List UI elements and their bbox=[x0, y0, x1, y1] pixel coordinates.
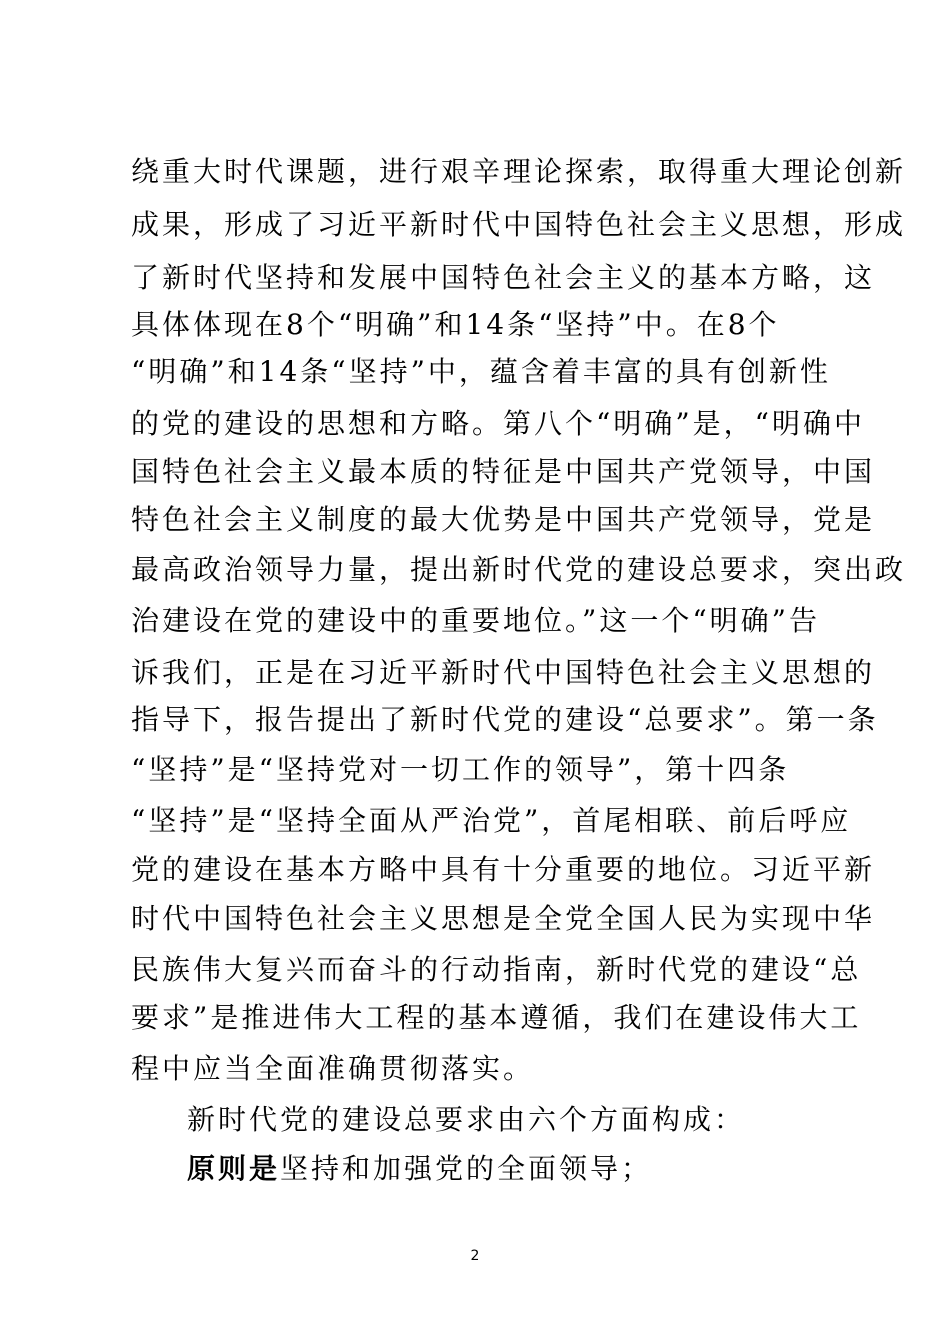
text-line: 时代中国特色社会主义思想是全党全国人民为实现中华 bbox=[131, 902, 876, 935]
text-line: “坚持”是“坚持全面从严治党”，首尾相联、前后呼应 bbox=[131, 804, 852, 837]
text-line: 程中应当全面准确贯彻落实。 bbox=[131, 1052, 535, 1085]
text-line: 特色社会主义制度的最大优势是中国共产党领导，党是 bbox=[131, 503, 876, 536]
text-line: 成果，形成了习近平新时代中国特色社会主义思想，形成 bbox=[131, 208, 907, 241]
text-line: 具体体现在8个“明确”和14条“坚持”中。在8个 bbox=[131, 308, 780, 341]
text-line: “坚持”是“坚持党对一切工作的领导”，第十四条 bbox=[131, 753, 790, 786]
text-line: 最高政治领导力量，提出新时代党的建设总要求，突出政 bbox=[131, 553, 907, 586]
text-line: 了新时代坚持和发展中国特色社会主义的基本方略，这 bbox=[131, 261, 876, 294]
paragraph-rest-text: 坚持和加强党的全面领导； bbox=[280, 1152, 653, 1185]
text-line: 诉我们，正是在习近平新时代中国特色社会主义思想的 bbox=[131, 656, 876, 689]
text-line: 绕重大时代课题，进行艰辛理论探索，取得重大理论创新 bbox=[131, 155, 907, 188]
text-line: 的党的建设的思想和方略。第八个“明确”是，“明确中 bbox=[131, 407, 865, 440]
text-line: 指导下，报告提出了新时代党的建设“总要求”。第一条 bbox=[131, 703, 879, 736]
text-line: 党的建设在基本方略中具有十分重要的地位。习近平新 bbox=[131, 853, 876, 886]
paragraph-text: 新时代党的建设总要求由六个方面构成： bbox=[187, 1103, 746, 1136]
text-line: 国特色社会主义最本质的特征是中国共产党领导，中国 bbox=[131, 455, 876, 488]
text-line: 治建设在党的建设中的重要地位。”这一个“明确”告 bbox=[131, 604, 820, 637]
text-line: “明确”和14条“坚持”中，蕴含着丰富的具有创新性 bbox=[131, 355, 831, 388]
text-line: 要求”是推进伟大工程的基本遵循，我们在建设伟大工 bbox=[131, 1001, 862, 1034]
text-line: 民族伟大复兴而奋斗的行动指南，新时代党的建设“总 bbox=[131, 953, 862, 986]
page-number: 2 bbox=[470, 1248, 480, 1264]
paragraph-text bbox=[187, 1152, 887, 1185]
bold-lead-text: 原则是 bbox=[187, 1152, 281, 1185]
